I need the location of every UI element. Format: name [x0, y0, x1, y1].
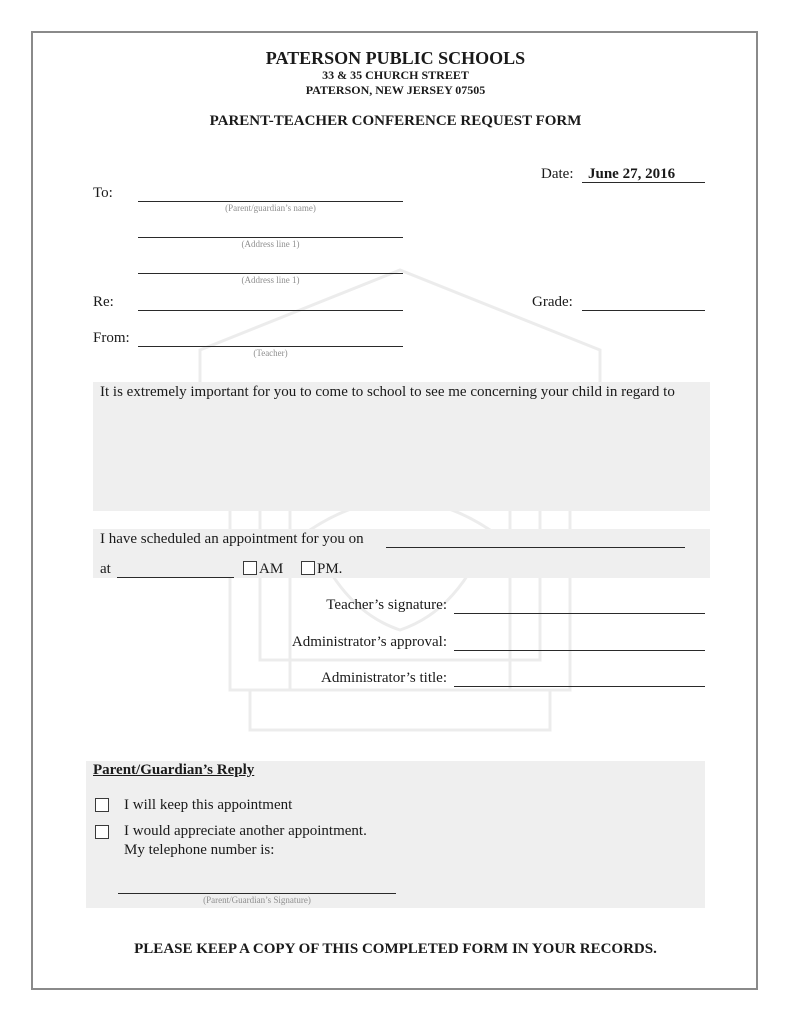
am-label: AM — [259, 561, 284, 577]
grade-label: Grade: — [532, 294, 573, 310]
admin-title-label: Administrator’s title: — [321, 670, 447, 686]
at-label: at — [100, 561, 111, 577]
address-line1-field[interactable] — [138, 237, 403, 238]
teacher-signature-label: Teacher’s signature: — [326, 597, 447, 613]
message-text: It is extremely important for you to come to school to see me concerning your child in regard to — [100, 384, 675, 400]
admin-approval-field[interactable] — [454, 650, 705, 651]
telephone-label: My telephone number is: — [124, 842, 275, 858]
re-label: Re: — [93, 294, 114, 310]
admin-title-field[interactable] — [454, 686, 705, 687]
form-title: PARENT-TEACHER CONFERENCE REQUEST FORM — [209, 113, 582, 129]
school-name: PATERSON PUBLIC SCHOOLS — [265, 48, 526, 68]
teacher-name-field[interactable] — [138, 346, 403, 347]
to-label: To: — [93, 185, 113, 201]
grade-field[interactable] — [582, 310, 705, 311]
pm-label: PM. — [317, 561, 343, 577]
teacher-hint: (Teacher) — [253, 348, 288, 358]
appointment-date-field[interactable] — [386, 547, 685, 548]
another-appointment-checkbox[interactable] — [95, 825, 109, 839]
school-city: PATERSON, NEW JERSEY 07505 — [305, 83, 486, 97]
address-line1-hint: (Address line 1) — [241, 239, 300, 249]
pm-checkbox[interactable] — [301, 561, 315, 575]
parent-signature-hint: (Parent/Guardian’s Signature) — [203, 895, 311, 905]
footer-note: PLEASE KEEP A COPY OF THIS COMPLETED FORM IN YOUR RECORDS. — [134, 941, 657, 957]
keep-appointment-label: I will keep this appointment — [124, 797, 293, 813]
parent-name-hint: (Parent/guardian’s name) — [225, 203, 316, 213]
reply-title: Parent/Guardian’s Reply — [93, 762, 255, 778]
message-area[interactable] — [93, 382, 710, 511]
date-label: Date: — [541, 166, 574, 182]
parent-signature-field[interactable] — [118, 893, 396, 894]
appointment-label: I have scheduled an appointment for you on — [100, 531, 364, 547]
parent-name-field[interactable] — [138, 201, 403, 202]
appointment-time-field[interactable] — [117, 577, 234, 578]
keep-appointment-checkbox[interactable] — [95, 798, 109, 812]
date-value: June 27, 2016 — [588, 166, 676, 182]
another-appointment-label: I would appreciate another appointment. — [124, 823, 367, 839]
from-label: From: — [93, 330, 130, 346]
address-line2-field[interactable] — [138, 273, 403, 274]
teacher-signature-field[interactable] — [454, 613, 705, 614]
am-checkbox[interactable] — [243, 561, 257, 575]
admin-approval-label: Administrator’s approval: — [291, 634, 447, 650]
address-line2-hint: (Address line 1) — [241, 275, 300, 285]
school-street: 33 & 35 CHURCH STREET — [322, 68, 469, 82]
re-field[interactable] — [138, 310, 403, 311]
